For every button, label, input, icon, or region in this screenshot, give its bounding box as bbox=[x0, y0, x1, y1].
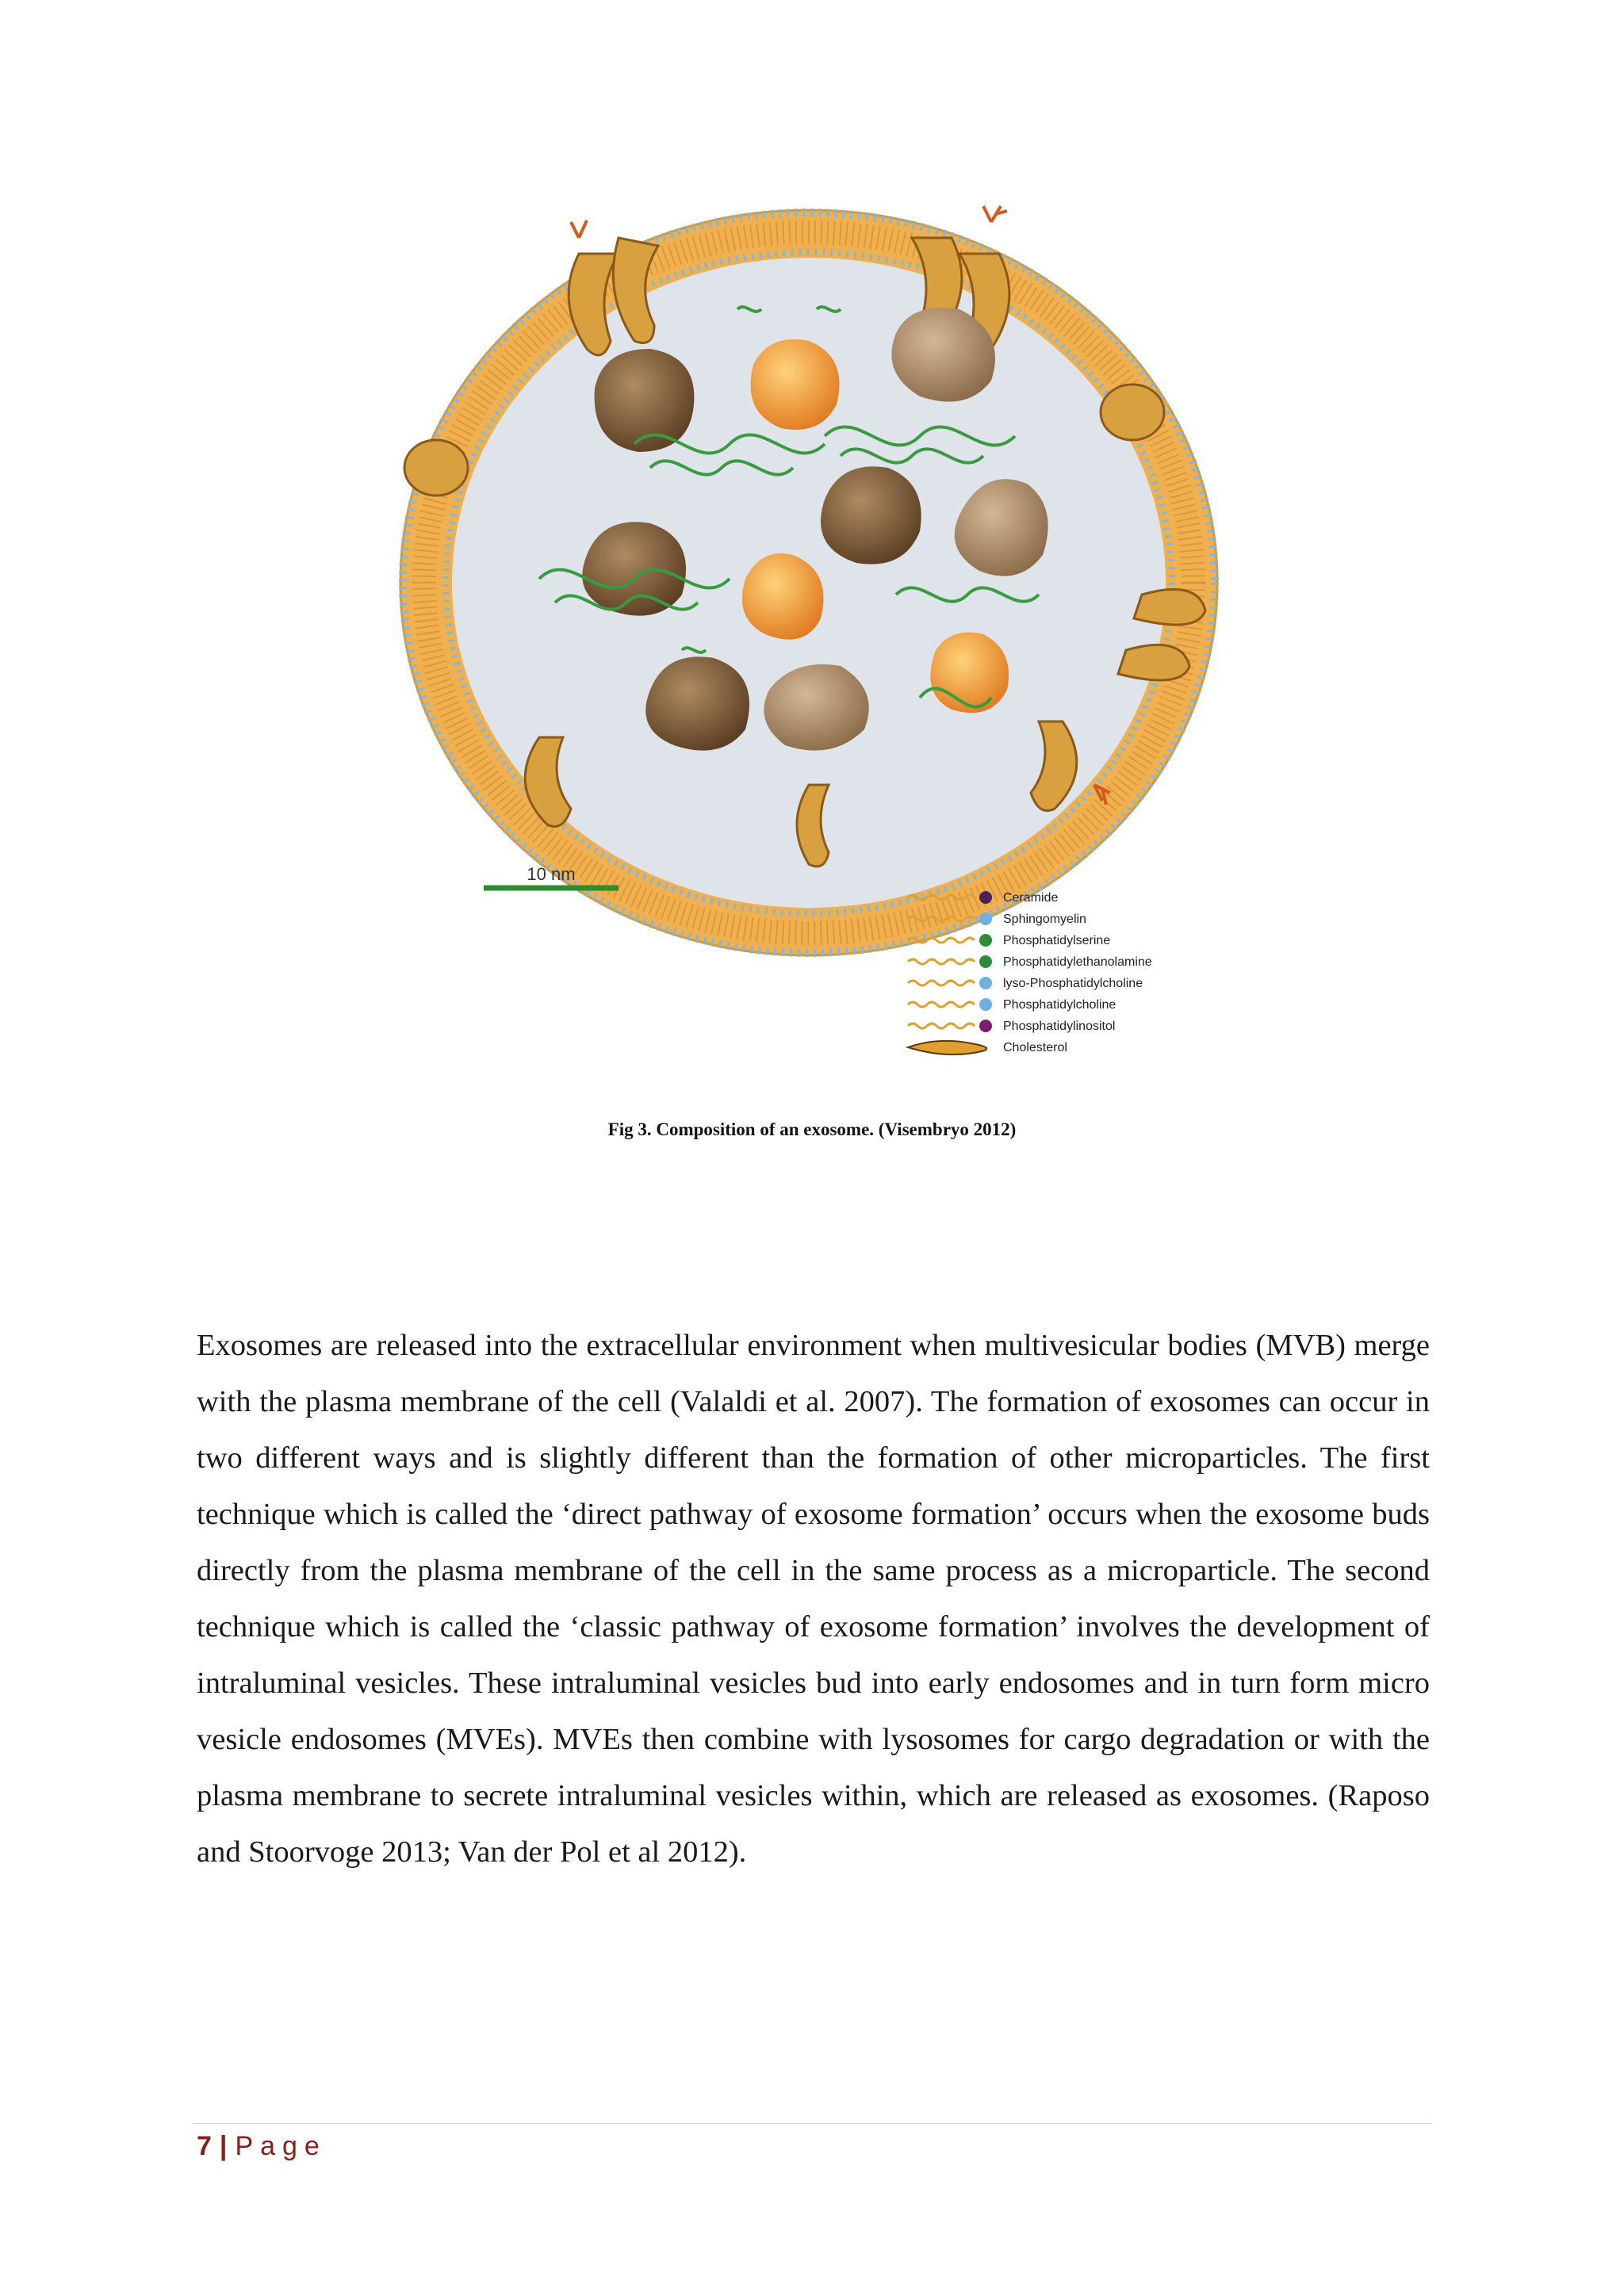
body-paragraph: Exosomes are released into the extracellular environment when multivesicular bodies (MVB) merge with the plasma membrane of the cell (Valaldi et al. 2007). The formation of exosomes can occur in two different ways and is slightly different than the formation of other microparticles. The first technique which is called the ‘direct pathway of exosome formation’ occurs when the exosome buds directly from the plasma membrane of the cell in the same process as a microparticle. The second technique which is called the ‘classic pathway of exosome formation’ involves the development of intraluminal vesicles. These intraluminal vesicles bud into early endosomes and in turn form micro vesicle endosomes (MVEs). MVEs then combine with lysosomes for cargo degradation or with the plasma membrane to secrete intraluminal vesicles within, which are released as exosomes. (Raposo and Stoorvoge 2013; Van der Pol et al 2012). bbox=[197, 1329, 1430, 1869]
legend-item bbox=[908, 1041, 1067, 1054]
legend-symbol-tail bbox=[908, 1002, 975, 1007]
legend-label: Ceramide bbox=[1003, 891, 1059, 905]
legend-label: lyso-Phosphatidylcholine bbox=[1003, 977, 1143, 990]
legend-label: Cholesterol bbox=[1003, 1041, 1067, 1054]
legend-symbol-tail bbox=[908, 1024, 975, 1028]
legend-symbol-head bbox=[979, 977, 992, 989]
legend-item bbox=[908, 998, 1116, 1012]
exosome-figure bbox=[381, 182, 1253, 1094]
legend-label: Phosphatidylinositol bbox=[1003, 1020, 1116, 1033]
legend-item bbox=[908, 955, 1152, 969]
legend-symbol-head bbox=[979, 934, 992, 947]
legend-symbol-tail bbox=[908, 981, 975, 985]
legend-symbol bbox=[908, 1041, 986, 1054]
page-number: 7 bbox=[197, 2131, 212, 2161]
legend-symbol-head bbox=[979, 1020, 992, 1032]
footer-separator: | bbox=[219, 2131, 228, 2161]
page-label: Page bbox=[235, 2131, 327, 2161]
legend-label: Phosphatidylethanolamine bbox=[1003, 955, 1152, 969]
exosome-illustration bbox=[381, 182, 1253, 1094]
legend-label: Phosphatidylserine bbox=[1003, 934, 1111, 947]
legend-item bbox=[908, 1020, 1115, 1033]
legend-item bbox=[908, 977, 1143, 990]
legend-symbol-head bbox=[979, 955, 992, 968]
legend-label: Phosphatidylcholine bbox=[1003, 998, 1116, 1012]
page-footer bbox=[197, 2131, 327, 2162]
scale-bar-label: 10 nm bbox=[527, 864, 576, 884]
legend-label: Sphingomyelin bbox=[1003, 913, 1086, 926]
legend-symbol-head bbox=[979, 998, 992, 1011]
legend-symbol-tail bbox=[908, 959, 975, 964]
figure-caption: Fig 3. Composition of an exosome. (Visembryo 2012) bbox=[607, 1119, 1017, 1139]
legend-symbol-head bbox=[979, 891, 992, 904]
footer-divider bbox=[193, 2123, 1432, 2124]
legend-symbol-head bbox=[979, 913, 992, 925]
